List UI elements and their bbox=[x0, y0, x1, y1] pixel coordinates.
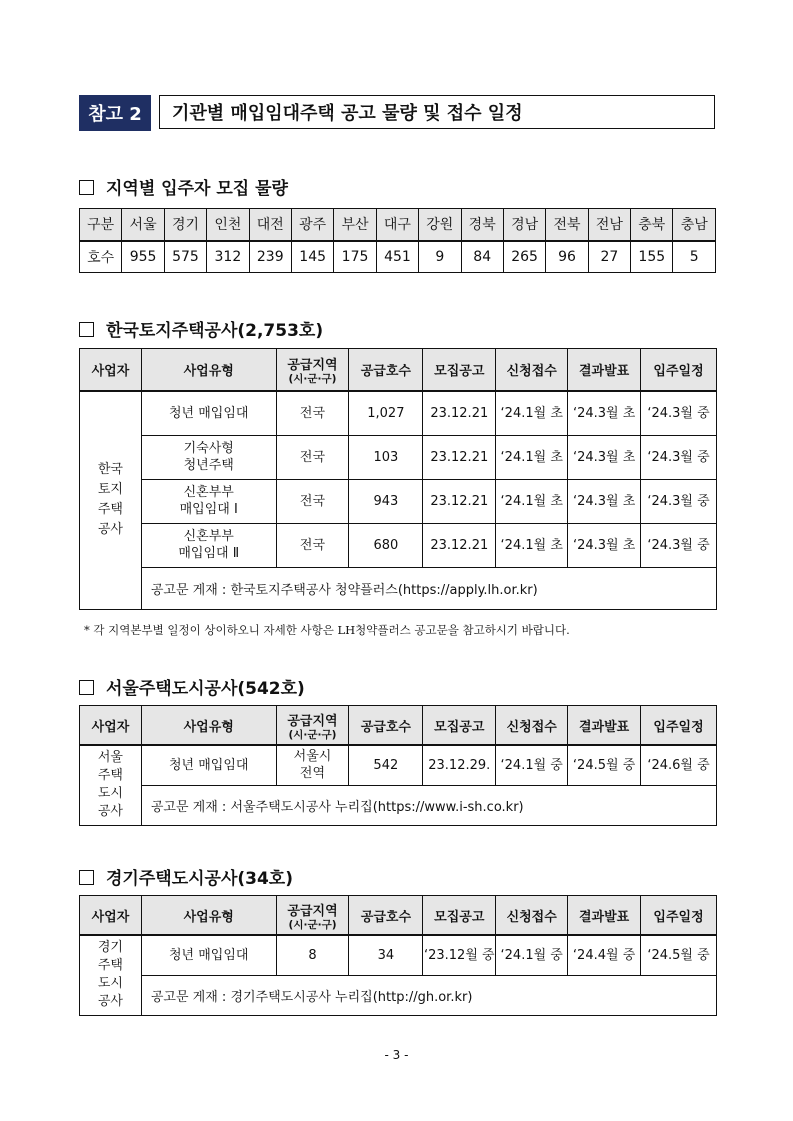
cell-move: ‘24.3월 중 bbox=[641, 435, 717, 479]
gh-header-row bbox=[80, 896, 717, 936]
gh-section-title: 경기주택도시공사(34호) bbox=[79, 864, 293, 889]
cell-apply: ‘24.1월 초 bbox=[496, 435, 568, 479]
cell-result: ‘24.4월 중 bbox=[568, 935, 641, 975]
table-row bbox=[80, 391, 717, 435]
col-operator: 사업자 bbox=[80, 896, 142, 936]
col-units: 공급호수 bbox=[349, 349, 423, 392]
cell-move: ‘24.3월 중 bbox=[641, 523, 717, 567]
col-type: 사업유형 bbox=[141, 896, 276, 936]
cell-notice: ‘23.12월 중 bbox=[423, 935, 496, 975]
gh-schedule-table bbox=[79, 895, 717, 1016]
table-row bbox=[80, 435, 717, 479]
cell-region: 서울시 전역 bbox=[276, 745, 349, 785]
region-count-cell: 5 bbox=[673, 241, 716, 273]
cell-apply: ‘24.1월 초 bbox=[496, 479, 568, 523]
region-count-cell: 451 bbox=[376, 241, 418, 273]
col-move: 입주일정 bbox=[641, 706, 717, 746]
checkbox-square-icon bbox=[79, 870, 94, 885]
checkbox-square-icon bbox=[79, 180, 94, 195]
table-row bbox=[80, 479, 717, 523]
region-count-cell: 145 bbox=[291, 241, 333, 273]
cell-result: ‘24.3월 초 bbox=[568, 523, 641, 567]
regional-label-row bbox=[80, 209, 716, 241]
cell-units: 34 bbox=[349, 935, 423, 975]
lh-schedule-table bbox=[79, 348, 717, 610]
region-name-cell: 경북 bbox=[461, 209, 503, 241]
operator-cell: 경기 주택 도시 공사 bbox=[80, 935, 142, 1015]
notice-row bbox=[80, 975, 717, 1015]
cell-apply: ‘24.1월 중 bbox=[496, 935, 568, 975]
notice-cell: 공고문 게재 : 한국토지주택공사 청약플러스(https://apply.lh.or.kr) bbox=[141, 567, 716, 609]
sh-header-row bbox=[80, 706, 717, 746]
cell-notice: 23.12.21 bbox=[423, 479, 496, 523]
cell-result: ‘24.3월 초 bbox=[568, 391, 641, 435]
cell-region: 전국 bbox=[276, 479, 349, 523]
region-name-cell: 인천 bbox=[207, 209, 249, 241]
checkbox-square-icon bbox=[79, 322, 94, 337]
cell-region: 전국 bbox=[276, 523, 349, 567]
sh-schedule-table bbox=[79, 705, 717, 826]
cell-units: 542 bbox=[349, 745, 423, 785]
col-region: 공급지역 (시·군·구) bbox=[276, 706, 349, 746]
notice-row bbox=[80, 567, 717, 609]
col-units: 공급호수 bbox=[349, 706, 423, 746]
notice-cell: 공고문 게재 : 경기주택도시공사 누리집(http://gh.or.kr) bbox=[141, 975, 716, 1015]
cell-units: 943 bbox=[349, 479, 423, 523]
cell-region: 8 bbox=[276, 935, 349, 975]
cell-units: 680 bbox=[349, 523, 423, 567]
lh-footnote: * 각 지역본부별 일정이 상이하오니 자세한 사항은 LH청약플러스 공고문을 참고하시기 바랍니다. bbox=[84, 623, 570, 637]
region-name-cell: 충남 bbox=[673, 209, 716, 241]
cell-notice: 23.12.29. bbox=[423, 745, 496, 785]
cell-notice: 23.12.21 bbox=[423, 391, 496, 435]
col-result: 결과발표 bbox=[568, 349, 641, 392]
region-name-cell: 충북 bbox=[631, 209, 673, 241]
cell-region: 전국 bbox=[276, 391, 349, 435]
checkbox-square-icon bbox=[79, 680, 94, 695]
col-notice: 모집공고 bbox=[423, 349, 496, 392]
col-type: 사업유형 bbox=[141, 349, 276, 392]
col-apply: 신청접수 bbox=[496, 706, 568, 746]
col-type: 사업유형 bbox=[141, 706, 276, 746]
table-row bbox=[80, 935, 717, 975]
col-notice: 모집공고 bbox=[423, 896, 496, 936]
col-apply: 신청접수 bbox=[496, 896, 568, 936]
reference-tag: 참고 2 bbox=[79, 95, 151, 131]
regional-section-title: 지역별 입주자 모집 물량 bbox=[79, 174, 288, 199]
lh-header-row bbox=[80, 349, 717, 392]
region-count-cell: 9 bbox=[419, 241, 461, 273]
regional-header-cell: 구분 bbox=[80, 209, 122, 241]
col-operator: 사업자 bbox=[80, 706, 142, 746]
region-count-cell: 96 bbox=[546, 241, 588, 273]
operator-cell: 한국 토지 주택 공사 bbox=[80, 391, 142, 609]
cell-move: ‘24.3월 중 bbox=[641, 391, 717, 435]
col-notice: 모집공고 bbox=[423, 706, 496, 746]
region-count-cell: 955 bbox=[122, 241, 164, 273]
col-apply: 신청접수 bbox=[496, 349, 568, 392]
col-result: 결과발표 bbox=[568, 896, 641, 936]
cell-move: ‘24.5월 중 bbox=[641, 935, 717, 975]
cell-type: 신혼부부 매입임대 Ⅱ bbox=[141, 523, 276, 567]
table-row bbox=[80, 745, 717, 785]
region-name-cell: 전북 bbox=[546, 209, 588, 241]
region-name-cell: 광주 bbox=[291, 209, 333, 241]
regional-table bbox=[79, 208, 716, 273]
regional-count-row bbox=[80, 241, 716, 273]
region-count-cell: 175 bbox=[334, 241, 376, 273]
region-name-cell: 대구 bbox=[376, 209, 418, 241]
cell-apply: ‘24.1월 중 bbox=[496, 745, 568, 785]
cell-move: ‘24.3월 중 bbox=[641, 479, 717, 523]
lh-section-title: 한국토지주택공사(2,753호) bbox=[79, 316, 323, 341]
page-title: 기관별 매입임대주택 공고 물량 및 접수 일정 bbox=[159, 95, 715, 129]
col-move: 입주일정 bbox=[641, 896, 717, 936]
page-number: - 3 - bbox=[384, 1048, 409, 1062]
cell-region: 전국 bbox=[276, 435, 349, 479]
col-operator: 사업자 bbox=[80, 349, 142, 392]
region-count-cell: 265 bbox=[503, 241, 545, 273]
cell-move: ‘24.6월 중 bbox=[641, 745, 717, 785]
cell-type: 기숙사형 청년주택 bbox=[141, 435, 276, 479]
cell-units: 103 bbox=[349, 435, 423, 479]
col-region: 공급지역 (시·군·구) bbox=[276, 349, 349, 392]
region-name-cell: 경기 bbox=[164, 209, 206, 241]
operator-cell: 서울 주택 도시 공사 bbox=[80, 745, 142, 825]
region-count-cell: 575 bbox=[164, 241, 206, 273]
table-row bbox=[80, 523, 717, 567]
region-count-cell: 239 bbox=[249, 241, 291, 273]
cell-apply: ‘24.1월 초 bbox=[496, 391, 568, 435]
region-name-cell: 부산 bbox=[334, 209, 376, 241]
region-count-cell: 84 bbox=[461, 241, 503, 273]
cell-units: 1,027 bbox=[349, 391, 423, 435]
region-count-cell: 155 bbox=[631, 241, 673, 273]
col-result: 결과발표 bbox=[568, 706, 641, 746]
region-name-cell: 대전 bbox=[249, 209, 291, 241]
cell-type: 신혼부부 매입임대 Ⅰ bbox=[141, 479, 276, 523]
cell-apply: ‘24.1월 초 bbox=[496, 523, 568, 567]
notice-cell: 공고문 게재 : 서울주택도시공사 누리집(https://www.i-sh.co.kr) bbox=[141, 785, 716, 825]
regional-count-header: 호수 bbox=[80, 241, 122, 273]
region-count-cell: 312 bbox=[207, 241, 249, 273]
cell-type: 청년 매입임대 bbox=[141, 391, 276, 435]
col-move: 입주일정 bbox=[641, 349, 717, 392]
cell-notice: 23.12.21 bbox=[423, 523, 496, 567]
cell-type: 청년 매입임대 bbox=[141, 935, 276, 975]
cell-result: ‘24.3월 초 bbox=[568, 435, 641, 479]
region-name-cell: 전남 bbox=[588, 209, 630, 241]
region-name-cell: 서울 bbox=[122, 209, 164, 241]
notice-row bbox=[80, 785, 717, 825]
sh-section-title: 서울주택도시공사(542호) bbox=[79, 674, 305, 699]
cell-notice: 23.12.21 bbox=[423, 435, 496, 479]
cell-type: 청년 매입임대 bbox=[141, 745, 276, 785]
region-name-cell: 경남 bbox=[503, 209, 545, 241]
cell-result: ‘24.3월 초 bbox=[568, 479, 641, 523]
region-name-cell: 강원 bbox=[419, 209, 461, 241]
region-count-cell: 27 bbox=[588, 241, 630, 273]
col-region: 공급지역 (시·군·구) bbox=[276, 896, 349, 936]
cell-result: ‘24.5월 중 bbox=[568, 745, 641, 785]
col-units: 공급호수 bbox=[349, 896, 423, 936]
